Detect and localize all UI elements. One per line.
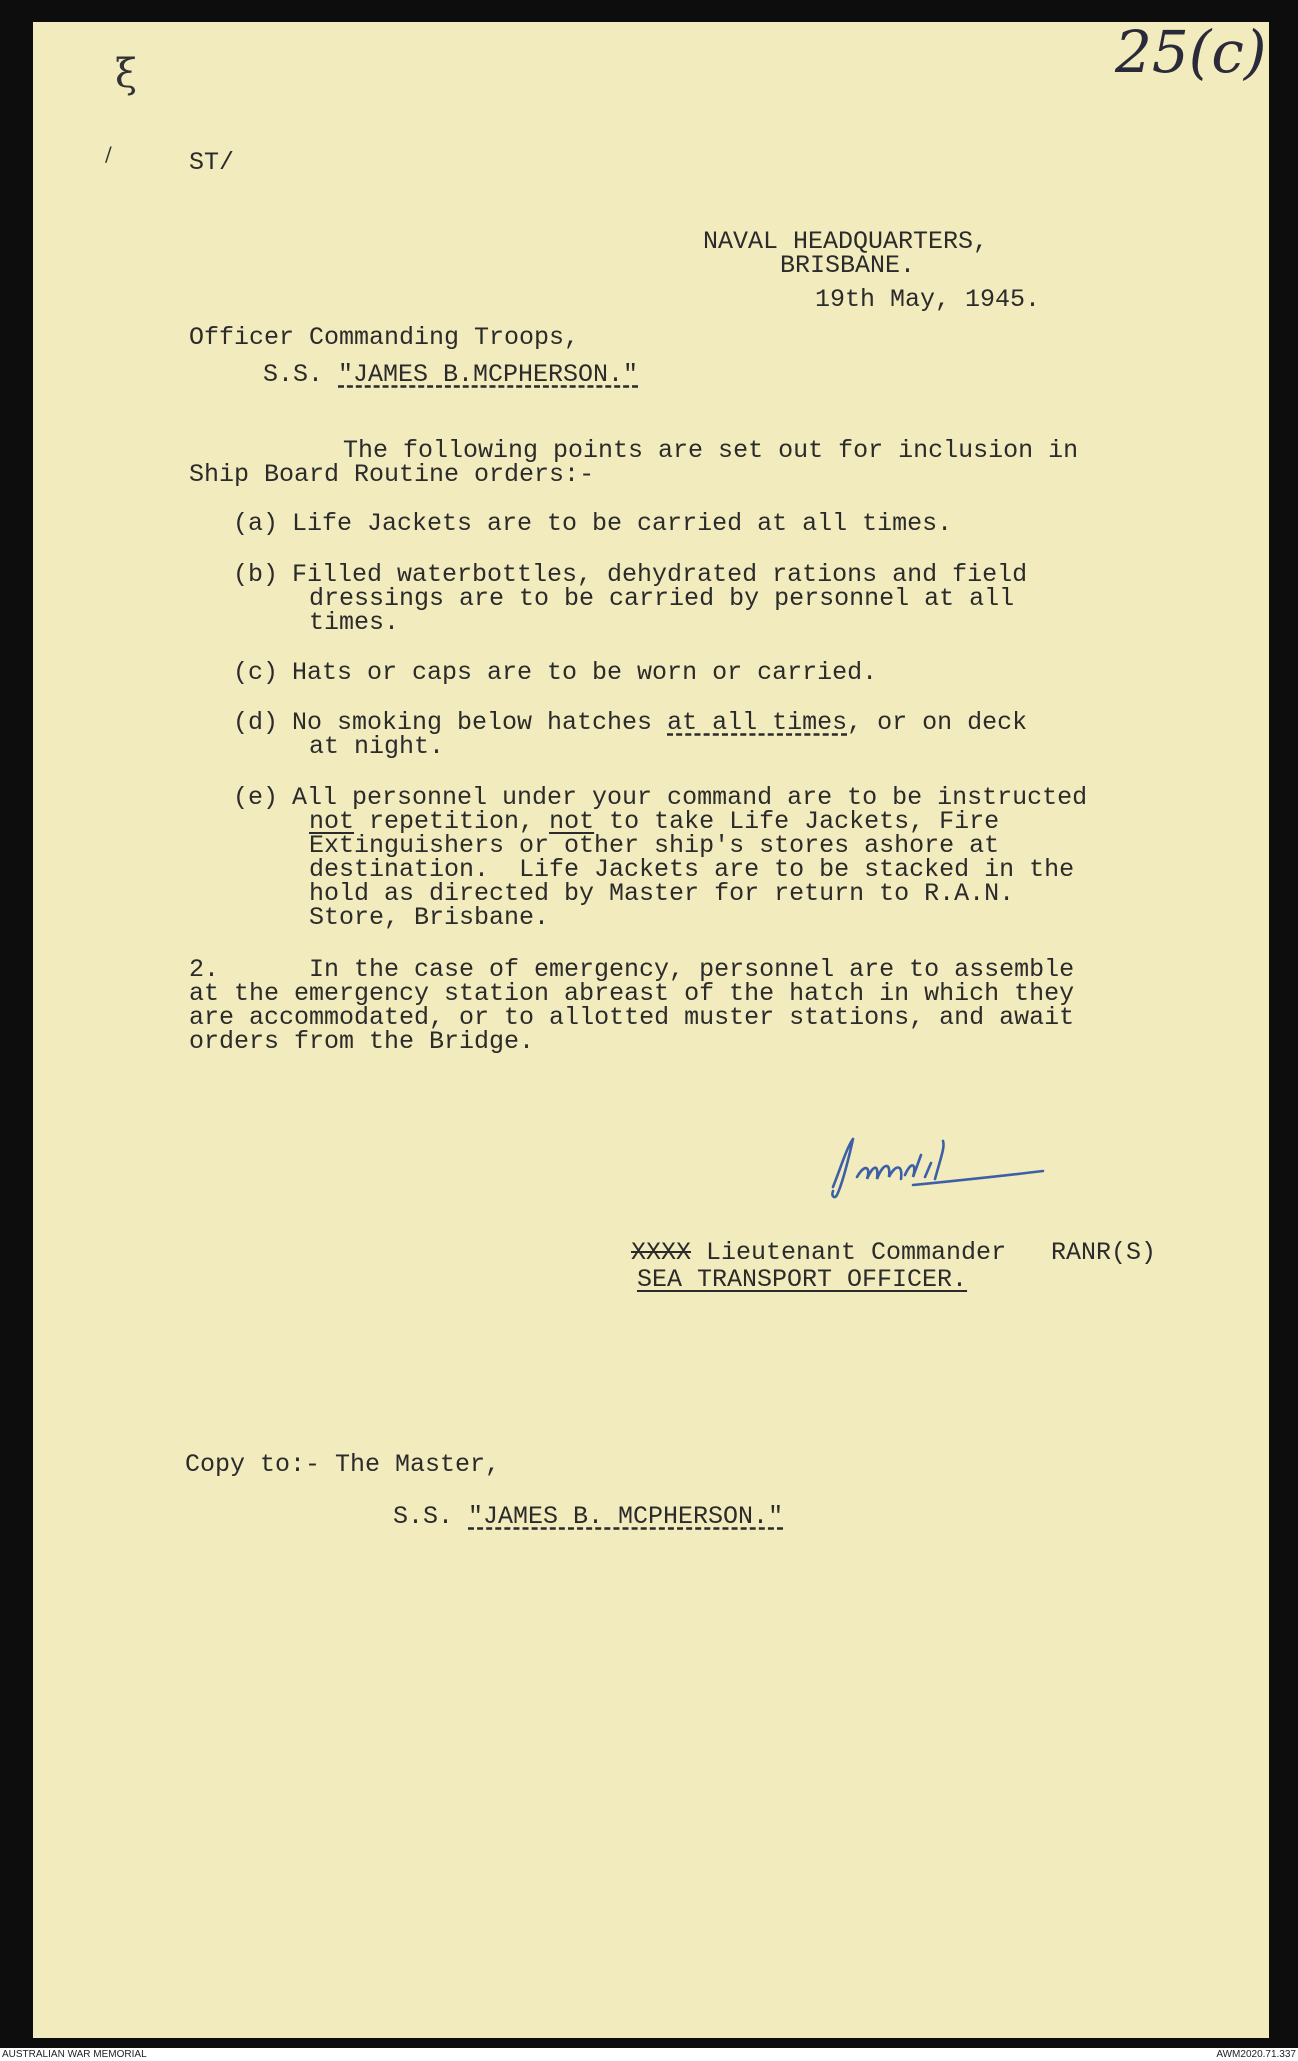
letter-date: 19th May, 1945. <box>815 285 1041 314</box>
item-a-label: (a) <box>233 509 279 538</box>
item-e-not-1: not <box>309 807 355 836</box>
signatory-rank: Lieutenant Commander <box>691 1238 1007 1267</box>
folio-number: 25(c) <box>1115 18 1267 86</box>
item-e-text-a: repetition, <box>354 807 550 836</box>
item-e-line5: hold as directed by Master for return to R.A.N. <box>309 879 1015 908</box>
pencil-mark-icon: ξ <box>115 51 138 97</box>
item-d-emphasis: at all times <box>667 708 848 737</box>
copy-to-line1: Copy to:- The Master, <box>185 1450 501 1479</box>
signatory-rank-line <box>631 1240 1006 1265</box>
signatory-title: SEA TRANSPORT OFFICER. <box>637 1265 968 1294</box>
signature-image <box>813 1127 1083 1207</box>
tick-mark-icon: / <box>105 142 112 166</box>
item-d-line2: at night. <box>309 732 445 761</box>
item-e-line1: All personnel under your command are to be instructed <box>292 783 1088 812</box>
origin-line2: BRISBANE. <box>780 251 916 280</box>
item-e-line6: Store, Brisbane. <box>309 903 550 932</box>
addressee-line2 <box>263 362 638 387</box>
copy-ship-prefix: S.S. <box>393 1502 469 1531</box>
item-a-line1: Life Jackets are to be carried at all times. <box>292 509 953 538</box>
reference: ST/ <box>189 148 235 177</box>
item-b-line2: dressings are to be carried by personnel at all <box>309 584 1015 613</box>
footer-institution: AUSTRALIAN WAR MEMORIAL <box>2 2049 147 2060</box>
item-e-line4: destination. Life Jackets are to be stacked in the <box>309 855 1075 884</box>
ship-name: "JAMES B.MCPHERSON." <box>338 360 639 389</box>
item-c-label: (c) <box>233 658 279 687</box>
struck-prefix: XXXX <box>631 1238 692 1267</box>
para2-line4: orders from the Bridge. <box>189 1027 535 1056</box>
item-b-line3: times. <box>309 608 400 637</box>
copy-to-line2 <box>393 1504 783 1529</box>
para2-line3: are accommodated, or to allotted muster stations, and await <box>189 1003 1075 1032</box>
item-e-text-b: to take Life Jackets, Fire <box>594 807 1000 836</box>
item-e-not-2: not <box>549 807 595 836</box>
intro-line1: The following points are set out for inclusion in <box>343 436 1079 465</box>
item-d-text-a: No smoking below hatches <box>292 708 668 737</box>
item-b-line1: Filled waterbottles, dehydrated rations and field <box>292 560 1028 589</box>
para2-number: 2. <box>189 955 220 984</box>
item-d-label: (d) <box>233 708 279 737</box>
document-page <box>33 18 1269 2038</box>
item-e-label: (e) <box>233 783 279 812</box>
para2-line1: In the case of emergency, personnel are to assemble <box>309 955 1075 984</box>
item-e-line3: Extinguishers or other ship's stores ashore at <box>309 831 1000 860</box>
intro-line2: Ship Board Routine orders:- <box>189 460 595 489</box>
footer-accession: AWM2020.71.337 <box>1216 2049 1296 2060</box>
para2-line2: at the emergency station abreast of the hatch in which they <box>189 979 1075 1008</box>
signatory-service: RANR(S) <box>1051 1238 1157 1267</box>
item-d-text-b: , or on deck <box>847 708 1028 737</box>
addressee-line1: Officer Commanding Troops, <box>189 323 580 352</box>
ship-prefix: S.S. <box>263 360 339 389</box>
item-b-label: (b) <box>233 560 279 589</box>
item-c-line1: Hats or caps are to be worn or carried. <box>292 658 878 687</box>
origin-line1: NAVAL HEADQUARTERS, <box>703 227 989 256</box>
copy-ship-name: "JAMES B. MCPHERSON." <box>468 1502 784 1531</box>
